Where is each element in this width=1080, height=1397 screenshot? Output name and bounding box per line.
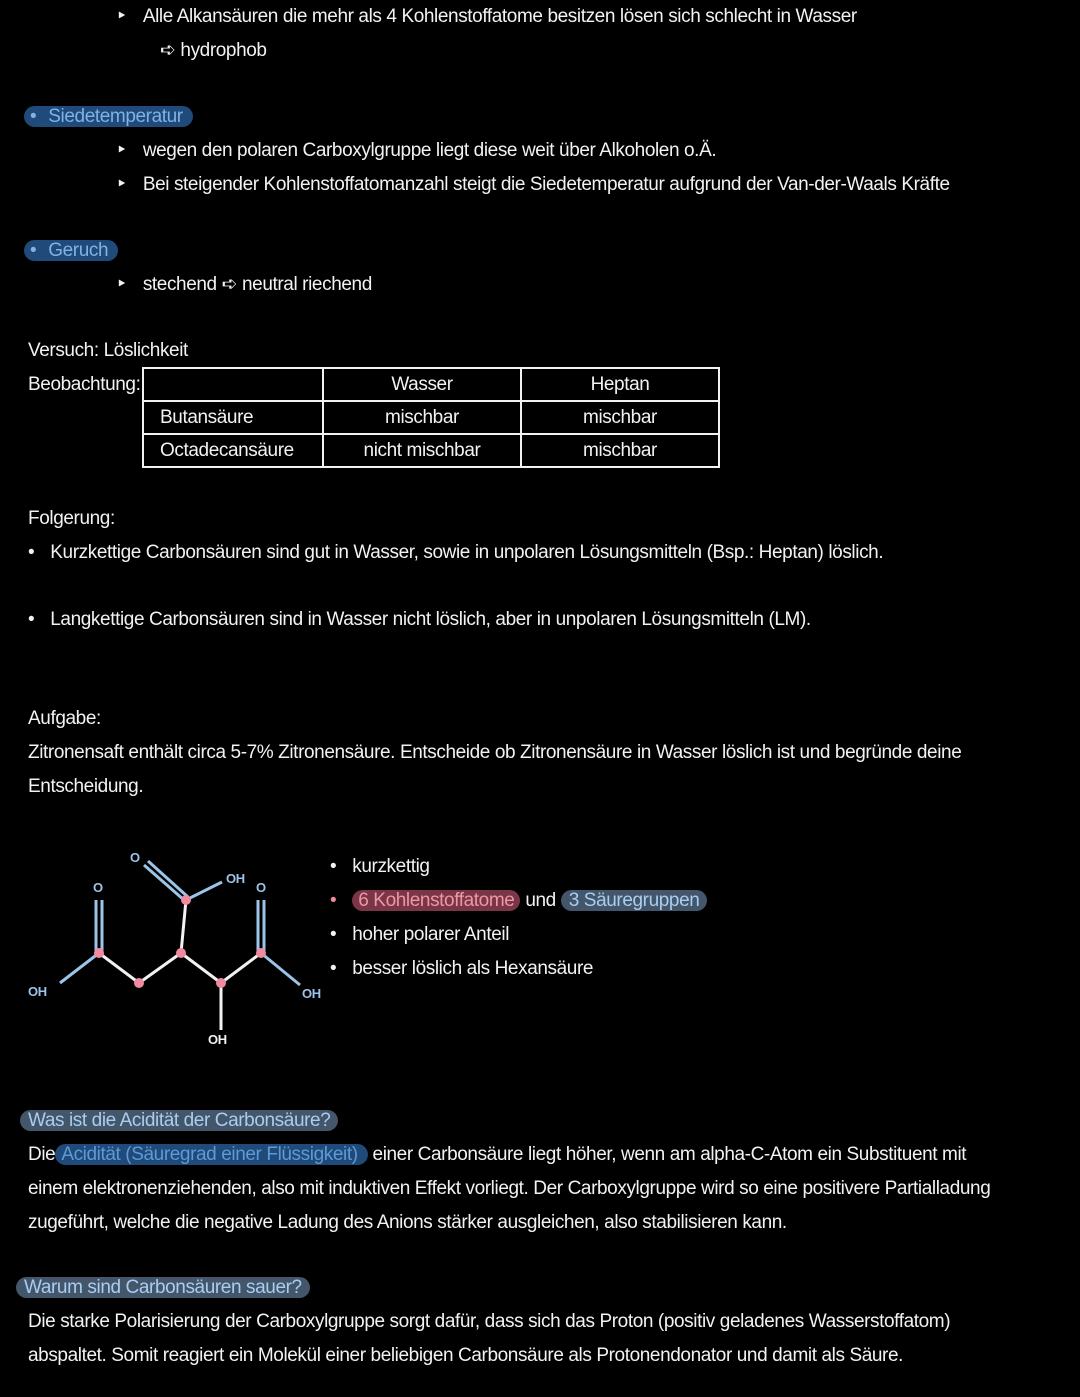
- aciditaet-question: [20, 1108, 338, 1134]
- folgerung-item: • Kurzkettige Carbonsäuren sind gut in Wasser, sowie in unpolaren Lösungsmitteln (Bsp.: Heptan) löslich.: [28, 542, 884, 563]
- siede-item: ‣ wegen den polaren Carboxylgruppe liegt diese weit über Alkoholen o.Ä.: [116, 140, 717, 161]
- aciditaet-text: einer Carbonsäure liegt höher, wenn am alpha-C-Atom ein Substituent mit: [372, 1144, 967, 1165]
- carbon-count-highlight: 6 Kohlenstoffatome: [352, 890, 520, 911]
- intro-bullet: ‣ Alle Alkansäuren die mehr als 4 Kohlenstoffatome besitzen lösen sich schlecht in Wasser: [116, 6, 857, 27]
- acid-groups-highlight: 3 Säuregruppen: [561, 890, 708, 911]
- table-row: [143, 434, 719, 467]
- hydroxyl-label: OH: [302, 986, 321, 1001]
- aciditaet-text: zugeführt, welche die negative Ladung des Anions stärker ausgleichen, also stabilisieren kann.: [28, 1212, 787, 1233]
- oxygen-label: O: [130, 850, 140, 865]
- geruch-item: ‣ stechend ➪ neutral riechend: [116, 274, 372, 295]
- citric-acid-structure: [20, 840, 340, 1060]
- sauer-text: Die starke Polarisierung der Carboxylgruppe sorgt dafür, dass sich das Proton (positiv geladenes Wasserstoffatom): [28, 1311, 951, 1332]
- intro-text: Alle Alkansäuren die mehr als 4 Kohlenstoffatome besitzen lösen sich schlecht in Wasser: [142, 6, 857, 27]
- table-cell: Butansäure: [143, 401, 323, 434]
- sauer-question: [16, 1275, 310, 1301]
- sauer-question-text: Warum sind Carbonsäuren sauer?: [16, 1277, 310, 1298]
- answer-text: besser löslich als Hexansäure: [352, 958, 594, 979]
- sauer-text: abspaltet. Somit reagiert ein Molekül einer beliebigen Carbonsäure als Protonendonator und damit als Säure.: [28, 1345, 904, 1366]
- answer-item: • besser löslich als Hexansäure: [330, 958, 594, 979]
- siede-heading-text: Siedetemperatur: [48, 106, 183, 127]
- hydroxyl-label: OH: [226, 871, 245, 886]
- aciditaet-line: [28, 1142, 966, 1168]
- aufgabe-text: Zitronensaft enthält circa 5-7% Zitronensäure. Entscheide ob Zitronensäure in Wasser löslich ist und begründe deine: [28, 742, 962, 763]
- hydroxyl-label: OH: [28, 984, 47, 999]
- answer-text: hoher polarer Anteil: [352, 924, 510, 945]
- hydrophob-text: ➪ hydrophob: [160, 40, 267, 61]
- table-cell: nicht mischbar: [323, 434, 521, 467]
- aciditaet-question-text: Was ist die Acidität der Carbonsäure?: [20, 1110, 338, 1131]
- beobachtung-label: Beobachtung:: [28, 374, 141, 395]
- table-header: Heptan: [521, 368, 719, 401]
- folgerung-text: Langkettige Carbonsäuren sind in Wasser nicht löslich, aber in unpolaren Lösungsmitteln (LM).: [50, 609, 811, 630]
- oxygen-label: O: [256, 880, 266, 895]
- table-cell: mischbar: [323, 401, 521, 434]
- siede-heading: • Siedetemperatur: [24, 104, 193, 130]
- aufgabe-title: Aufgabe:: [28, 708, 101, 729]
- loeslichkeit-table: [142, 367, 720, 468]
- answer-text: und: [525, 890, 556, 911]
- folgerung-item: • Langkettige Carbonsäuren sind in Wasser nicht löslich, aber in unpolaren Lösungsmitteln (LM).: [28, 609, 811, 630]
- table-cell: mischbar: [521, 434, 719, 467]
- carbon-atoms: [94, 895, 266, 988]
- answer-text: kurzkettig: [352, 856, 430, 877]
- siede-item-text: wegen den polaren Carboxylgruppe liegt diese weit über Alkoholen o.Ä.: [142, 140, 717, 161]
- answer-item: • kurzkettig: [330, 856, 430, 877]
- aciditaet-text: einem elektronenziehenden, also mit induktiven Effekt vorliegt. Der Carboxylgruppe wird so eine positivere Partialladung: [28, 1178, 991, 1199]
- geruch-heading-text: Geruch: [48, 240, 109, 261]
- hydroxyl-label: OH: [208, 1032, 227, 1047]
- table-header: [143, 368, 323, 401]
- siede-item: ‣ Bei steigender Kohlenstoffatomanzahl steigt die Siedetemperatur aufgrund der Van-der-Waals Kräfte: [116, 174, 950, 195]
- folgerung-title: Folgerung:: [28, 508, 115, 529]
- table-header-row: [143, 368, 719, 401]
- folgerung-text: Kurzkettige Carbonsäuren sind gut in Wasser, sowie in unpolaren Lösungsmitteln (Bsp.: Heptan) löslich.: [50, 542, 884, 563]
- table-header: Wasser: [323, 368, 521, 401]
- table-row: [143, 401, 719, 434]
- versuch-title: Versuch: Löslichkeit: [28, 340, 188, 361]
- aciditaet-highlight: Acidität (Säuregrad einer Flüssigkeit): [55, 1144, 367, 1165]
- oxygen-label: O: [93, 880, 103, 895]
- table-cell: Octadecansäure: [143, 434, 323, 467]
- geruch-heading: • Geruch: [24, 238, 118, 264]
- answer-item: • hoher polarer Anteil: [330, 924, 510, 945]
- geruch-item-text: stechend ➪ neutral riechend: [142, 274, 372, 295]
- answer-item: • 6 Kohlenstoffatome und 3 Säuregruppen: [330, 888, 707, 914]
- siede-item-text: Bei steigender Kohlenstoffatomanzahl steigt die Siedetemperatur aufgrund der Van-der-Waals Kräfte: [142, 174, 950, 195]
- aciditaet-text: Die: [28, 1144, 56, 1165]
- aufgabe-text: Entscheidung.: [28, 776, 144, 797]
- table-cell: mischbar: [521, 401, 719, 434]
